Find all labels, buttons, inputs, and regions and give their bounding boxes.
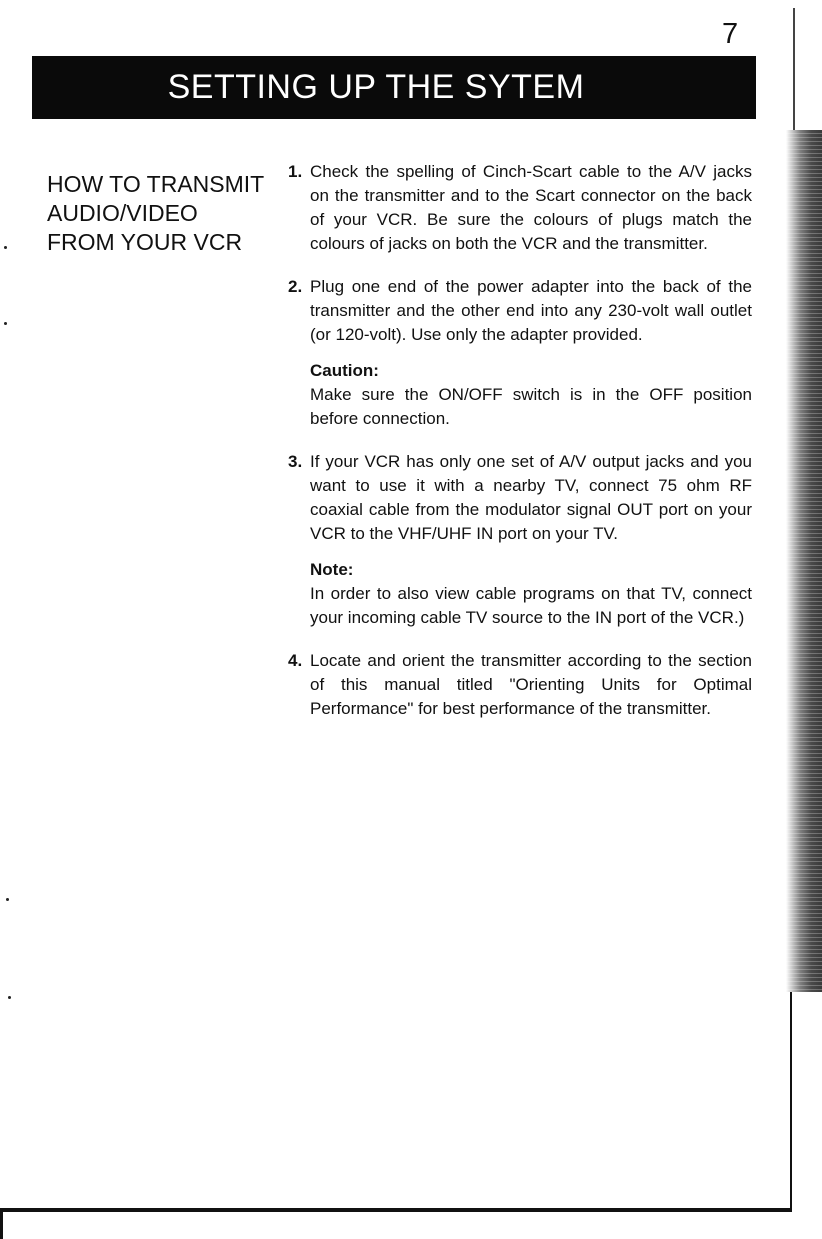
binding-edge-top [793,8,795,130]
scan-speck [6,898,9,901]
step-number: 3. [288,452,303,471]
step-1 [286,160,752,256]
binding-shadow [786,130,822,992]
section-heading-line: AUDIO/VIDEO [47,200,198,226]
step-text: Check the spelling of Cinch-Scart cable to the A/V jacks on the transmitter and to the Scart connector on the back of your VCR. Be sure the colours of plugs match the colours of jacks on both the VCR and the transmitter. [310,162,752,253]
page-number: 7 [722,18,739,50]
step-4 [286,649,752,721]
title-bar [32,56,756,119]
scan-speck [4,322,7,325]
step-3 [286,450,752,630]
note-text: In order to also view cable programs on that TV, connect your incoming cable TV source to the IN port of the VCR.) [310,584,752,627]
page-corner-mark [0,1212,3,1239]
step-text: If your VCR has only one set of A/V output jacks and you want to use it with a nearby TV, connect 75 ohm RF coaxial cable from the modulator signal OUT port on your VCR to the VHF/UHF IN port on your TV. [310,452,752,543]
page-title: SETTING UP THE SYTEM [167,68,585,106]
step-2 [286,275,752,431]
scan-speck [8,996,11,999]
step-number: 2. [288,277,303,296]
step-text: Locate and orient the transmitter according to the section of this manual titled "Orienting Units for Optimal Performance" for best performance of the transmitter. [310,651,752,718]
scan-speck [4,246,7,249]
instruction-steps [286,160,752,721]
note-label: Note: [310,560,354,579]
step-text: Plug one end of the power adapter into the back of the transmitter and the other end into any 230-volt wall outlet (or 120-volt). Use only the adapter provided. [310,277,752,344]
caution-label: Caution: [310,361,379,380]
section-heading [47,170,277,257]
binding-edge-line [790,992,792,1210]
page-bottom-border [0,1208,792,1212]
step-number: 4. [288,651,303,670]
caution-text: Make sure the ON/OFF switch is in the OFF position before connection. [310,385,752,428]
section-heading-line: HOW TO TRANSMIT [47,171,265,197]
section-heading-line: FROM YOUR VCR [47,229,243,255]
step-number: 1. [288,162,303,181]
